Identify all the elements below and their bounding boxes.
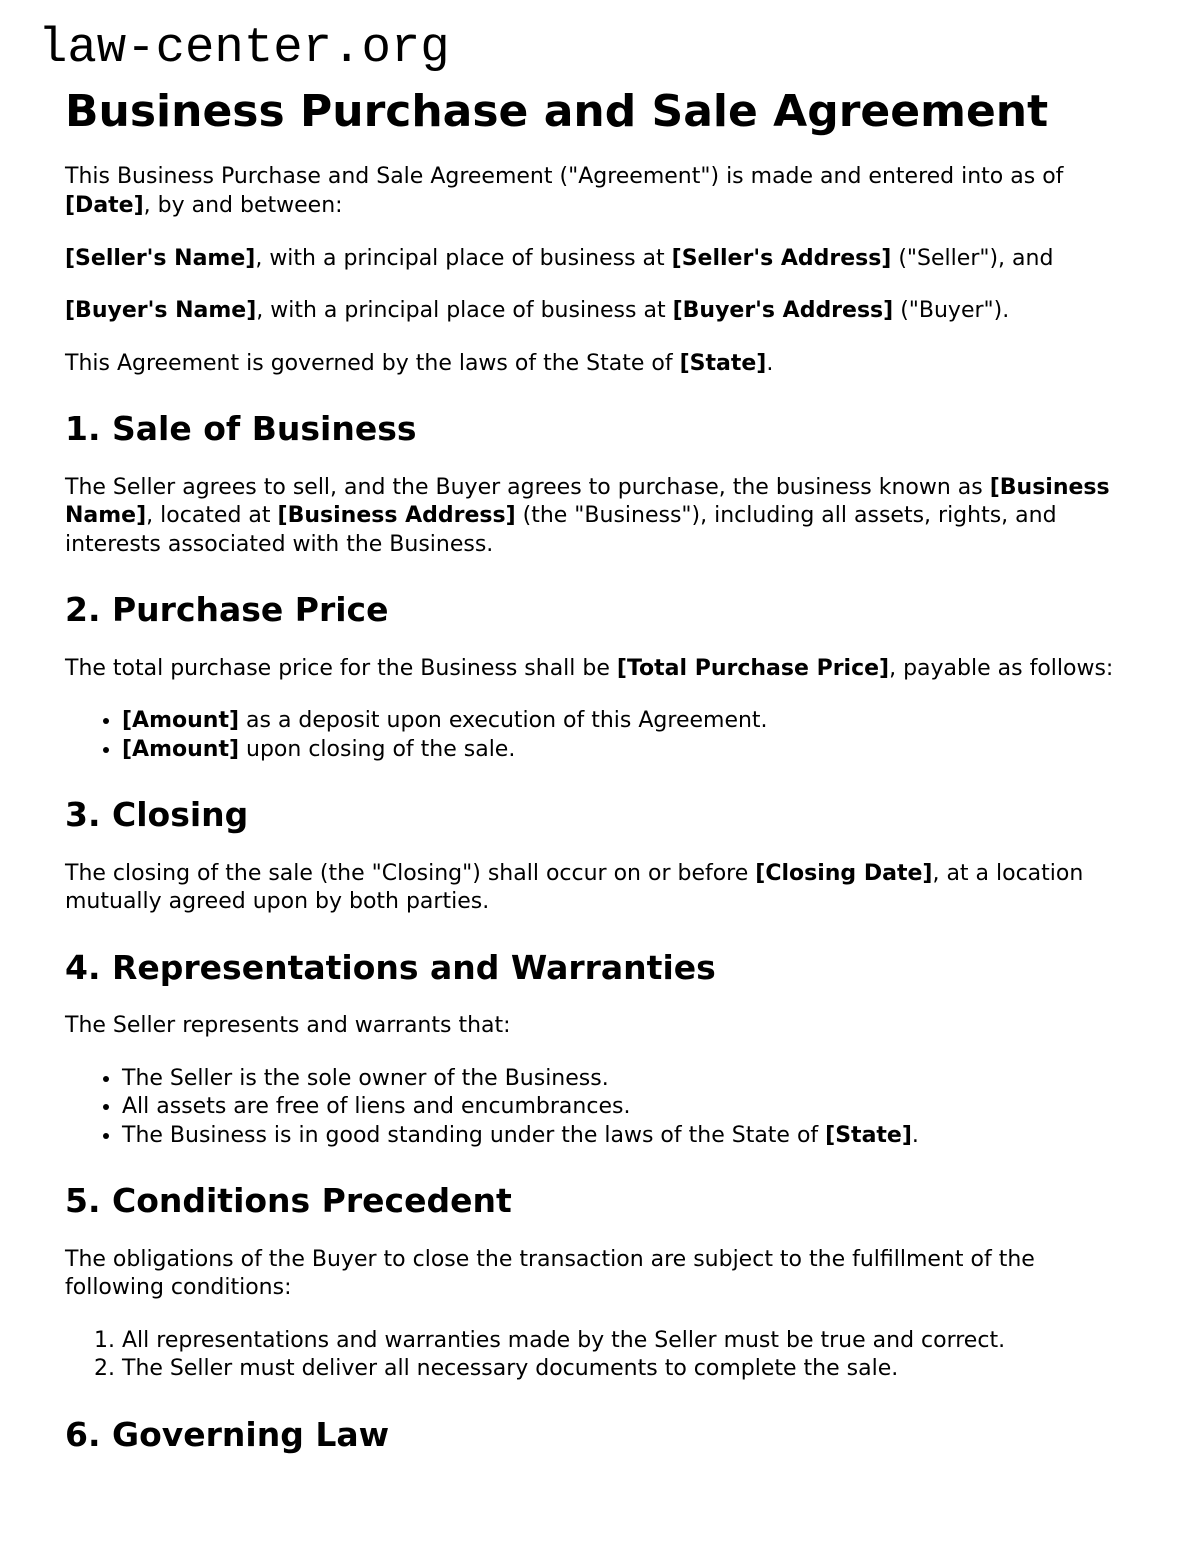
section-heading: 4. Representations and Warranties: [65, 947, 716, 987]
page-title: Business Purchase and Sale Agreement: [65, 86, 1049, 138]
text-run: The Seller must deliver all necessary documents to complete the sale.: [122, 1356, 899, 1382]
text-run: All assets are free of liens and encumbrances.: [122, 1094, 631, 1120]
section-heading: 5. Conditions Precedent: [65, 1181, 512, 1221]
body-paragraph: [65, 655, 1126, 684]
text-run: as a deposit upon execution of this Agreement.: [239, 708, 768, 734]
text-run: The obligations of the Buyer to close the transaction are subject to the fulfillment of the following conditions:: [65, 1246, 1035, 1301]
text-run: The total purchase price for the Business shall be: [65, 655, 617, 681]
body-paragraph: [65, 1246, 1126, 1303]
placeholder-field: [Closing Date]: [755, 860, 933, 886]
bullet-list: [65, 1065, 1126, 1151]
placeholder-field: [Business Address]: [277, 503, 516, 529]
body-paragraph: [65, 860, 1126, 917]
body-paragraph: [65, 1012, 1126, 1041]
placeholder-field: [State]: [679, 350, 767, 376]
placeholder-field: [Seller's Name]: [65, 245, 256, 271]
text-run: The Business is in good standing under the laws of the State of: [122, 1122, 826, 1148]
list-item: [122, 707, 1126, 736]
section-governing-law: [65, 1414, 1126, 1455]
text-run: upon closing of the sale.: [239, 736, 516, 762]
text-run: , with a principal place of business at: [256, 298, 673, 324]
section-heading: 6. Governing Law: [65, 1415, 390, 1455]
list-item: [122, 1327, 1126, 1356]
text-run: The Seller represents and warrants that:: [65, 1013, 511, 1039]
text-run: , at a location mutually agreed upon by both parties.: [65, 860, 1084, 915]
text-run: , by and between:: [143, 192, 343, 218]
list-item: [122, 1122, 1126, 1151]
text-run: All representations and warranties made by the Seller must be true and correct.: [122, 1327, 1006, 1353]
list-item: [122, 1093, 1126, 1122]
text-run: The closing of the sale (the "Closing") shall occur on or before: [65, 860, 756, 886]
placeholder-field: [Business Name]: [65, 474, 1110, 529]
numbered-list: [65, 1327, 1126, 1384]
text-run: This Agreement is governed by the laws of the State of: [65, 350, 680, 376]
section-heading: 1. Sale of Business: [65, 409, 417, 449]
placeholder-field: [Date]: [65, 192, 144, 218]
section-purchase-price: [65, 589, 1126, 764]
text-run: .: [911, 1122, 919, 1148]
text-run: ("Seller"), and: [891, 245, 1054, 271]
placeholder-field: [Amount]: [122, 736, 240, 762]
bullet-list: [65, 707, 1126, 764]
list-item: [122, 1355, 1126, 1384]
text-run: , located at: [146, 503, 278, 529]
text-run: .: [766, 350, 774, 376]
intro-paragraph: [65, 163, 1126, 220]
body-paragraph: [65, 474, 1126, 560]
placeholder-field: [State]: [825, 1122, 912, 1148]
placeholder-field: [Total Purchase Price]: [616, 655, 890, 681]
text-run: The Seller is the sole owner of the Business.: [122, 1065, 609, 1091]
text-run: The Seller agrees to sell, and the Buyer agrees to purchase, the business known as: [65, 474, 990, 500]
governing-state-paragraph: [65, 350, 1126, 379]
text-run: , with a principal place of business at: [255, 245, 672, 271]
placeholder-field: [Buyer's Name]: [65, 298, 257, 324]
section-representations-warranties: [65, 947, 1126, 1151]
placeholder-field: [Amount]: [122, 708, 240, 734]
site-logo: law-center.org: [38, 20, 450, 76]
buyer-paragraph: [65, 297, 1126, 326]
section-sale-of-business: [65, 408, 1126, 559]
list-item: [122, 1065, 1126, 1094]
text-run: (the "Business"), including all assets, rights, and interests associated with the Business.: [65, 503, 1057, 557]
text-run: , payable as follows:: [889, 655, 1114, 681]
list-item: [122, 736, 1126, 765]
text-run: This Business Purchase and Sale Agreement ("Agreement") is made and entered into as of: [65, 164, 1064, 190]
placeholder-field: [Seller's Address]: [671, 245, 892, 271]
section-closing: [65, 794, 1126, 916]
section-heading: 3. Closing: [65, 795, 249, 835]
text-run: ("Buyer").: [893, 298, 1010, 324]
section-conditions-precedent: [65, 1180, 1126, 1384]
seller-paragraph: [65, 245, 1126, 274]
section-heading: 2. Purchase Price: [65, 590, 389, 630]
placeholder-field: [Buyer's Address]: [672, 298, 894, 324]
